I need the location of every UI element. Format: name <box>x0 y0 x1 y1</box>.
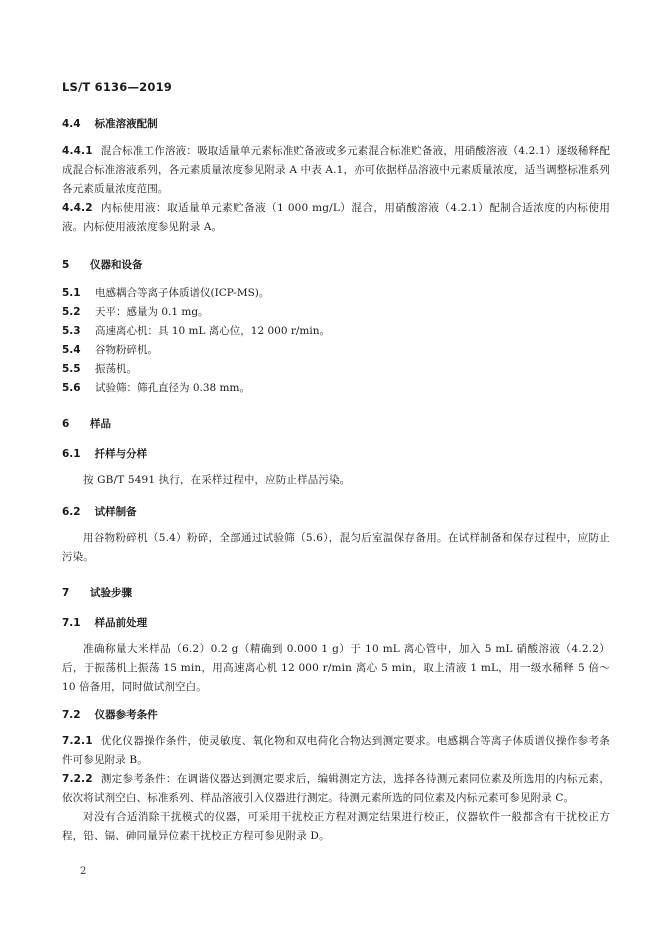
section-6-heading <box>62 416 610 432</box>
item-number: 5.4 <box>62 344 81 356</box>
clause-text: 混合标准工作溶液：吸取适量单元素标准贮备液或多元素混合标准贮备液，用硝酸溶液（4.2.1）逐级稀释配成混合标准溶液系列，各元素质量浓度参见附录 A 中表 A.1，亦可依据样品溶液中元素质量浓度，适当调整标准系列各元素质量浓度范围。 <box>62 145 610 195</box>
section-title: 扦样与分样 <box>94 448 148 460</box>
section-title: 标准溶液配制 <box>94 118 158 130</box>
list-item <box>62 341 610 360</box>
item-text: 振荡机。 <box>95 363 137 375</box>
list-item <box>62 303 610 322</box>
clause-text: 优化仪器操作条件，使灵敏度、氧化物和双电荷化合物达到测定要求。电感耦合等离子体质谱仪操作参考条件可参见附录 B。 <box>62 735 610 766</box>
clause-text: 内标使用液：取适量单元素贮备液（1 000 mg/L）混合，用硝酸溶液（4.2.1）配制合适浓度的内标使用液。内标使用液浓度参见附录 A。 <box>62 202 610 233</box>
clause-4-4-1 <box>62 142 610 199</box>
clause-number: 7.2.1 <box>62 735 93 747</box>
section-number: 6.1 <box>62 448 81 460</box>
section-7-1-text: 准确称量大米样品（6.2）0.2 g（精确到 0.000 1 g）于 10 mL 离心管中，加入 5 mL 硝酸溶液（4.2.2）后，于振荡机上振荡 15 min，用高速离心机 12 000 r/min 离心 5 min，取上清液 1 mL，用一级水稀释 5 倍～10 倍备用，同时做试剂空白。 <box>62 643 610 693</box>
clause-number: 4.4.2 <box>62 202 93 214</box>
section-7-1-heading <box>62 615 610 631</box>
section-4-4-heading <box>62 116 610 132</box>
clause-7-2-2-continued: 对没有合适消除干扰模式的仪器，可采用干扰校正方程对测定结果进行校正，仪器软件一般都含有干扰校正方程，铅、镉、砷同量异位素干扰校正方程可参见附录 D。 <box>62 811 610 842</box>
section-title: 样品 <box>90 418 111 430</box>
page-number: 2 <box>80 866 87 877</box>
section-number: 6.2 <box>62 506 81 518</box>
list-item <box>62 360 610 379</box>
section-number: 7 <box>62 587 70 599</box>
section-number: 7.1 <box>62 617 81 629</box>
clause-text: 测定参考条件：在调谐仪器达到测定要求后，编辑测定方法，选择各待测元素同位素及所选用的内标元素，依次将试剂空白、标准系列、样品溶液引入仪器进行测定。待测元素所选的同位素及内标元素可参见附录 C。 <box>62 773 610 804</box>
section-title: 仪器和设备 <box>90 259 143 271</box>
item-text: 谷物粉碎机。 <box>95 344 158 356</box>
section-5-heading <box>62 257 610 273</box>
section-title: 样品前处理 <box>94 617 148 629</box>
item-number: 5.2 <box>62 306 81 318</box>
list-item <box>62 284 610 303</box>
section-7-2-heading <box>62 707 610 723</box>
section-number: 4.4 <box>62 118 81 130</box>
item-text: 高速离心机：具 10 mL 离心位，12 000 r/min。 <box>95 325 331 337</box>
document-body <box>62 104 610 846</box>
clause-4-4-2 <box>62 199 610 237</box>
section-6-2-heading <box>62 504 610 520</box>
item-text: 试验筛：筛孔直径为 0.38 mm。 <box>95 382 250 394</box>
section-number: 7.2 <box>62 709 81 721</box>
standard-number: LS/T 6136—2019 <box>62 80 172 94</box>
section-7-heading <box>62 585 610 601</box>
section-title: 试验步骤 <box>90 587 132 599</box>
clause-7-2-2 <box>62 770 610 808</box>
equipment-list <box>62 284 610 398</box>
clause-number: 4.4.1 <box>62 145 93 157</box>
section-6-1-heading <box>62 446 610 462</box>
section-number: 6 <box>62 418 70 430</box>
item-number: 5.6 <box>62 382 81 394</box>
clause-number: 7.2.2 <box>62 773 93 785</box>
item-text: 电感耦合等离子体质谱仪(ICP-MS)。 <box>95 287 270 299</box>
section-title: 仪器参考条件 <box>94 709 158 721</box>
item-number: 5.3 <box>62 325 81 337</box>
section-number: 5 <box>62 259 70 271</box>
section-6-1-text: 按 GB/T 5491 执行，在采样过程中，应防止样品污染。 <box>83 474 351 486</box>
list-item <box>62 322 610 341</box>
item-number: 5.1 <box>62 287 81 299</box>
list-item <box>62 379 610 398</box>
item-text: 天平：感量为 0.1 mg。 <box>95 306 209 318</box>
clause-7-2-1 <box>62 732 610 770</box>
section-title: 试样制备 <box>94 506 137 518</box>
item-number: 5.5 <box>62 363 81 375</box>
section-6-2-text: 用谷物粉碎机（5.4）粉碎，全部通过试验筛（5.6），混匀后室温保存备用。在试样制备和保存过程中，应防止污染。 <box>62 532 610 563</box>
